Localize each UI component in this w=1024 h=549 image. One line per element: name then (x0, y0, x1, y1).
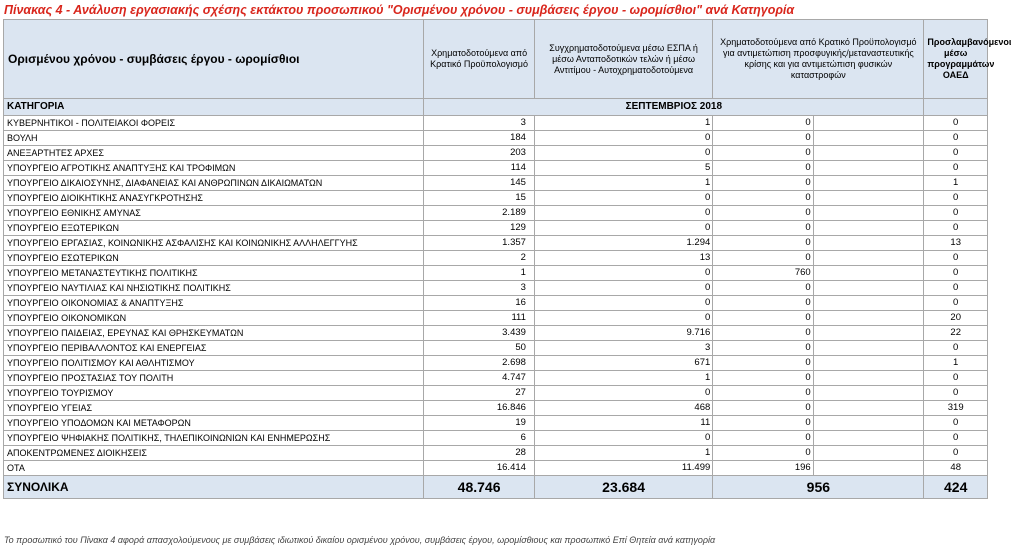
row-co-financed-value: 1 (534, 371, 712, 386)
row-spacer (813, 131, 924, 146)
row-refugee-crisis-value: 760 (713, 266, 813, 281)
table-row (4, 131, 988, 146)
row-co-financed-value: 671 (534, 356, 712, 371)
row-refugee-crisis-value: 0 (713, 371, 813, 386)
row-oaed-value: 0 (924, 416, 988, 431)
table-row (4, 176, 988, 191)
table-row (4, 146, 988, 161)
row-co-financed-value: 11.499 (534, 461, 712, 476)
row-spacer (813, 176, 924, 191)
footnote: Το προσωπικό του Πίνακα 4 αφορά απασχολούμενους με συμβάσεις ιδιωτικού δικαίου ορισμένου χρόνου, συμβάσεις έργου, ωρομίσθιους και προσωπικό Επί Θητεία ανά κατηγορία (4, 535, 716, 545)
row-category-name: ΥΠΟΥΡΓΕΙΟ ΥΓΕΙΑΣ (4, 401, 424, 416)
header-state-budget: Χρηματοδοτούμενα από Κρατικό Προϋπολογισμό (424, 20, 535, 99)
row-refugee-crisis-value: 0 (713, 191, 813, 206)
row-oaed-value: 0 (924, 446, 988, 461)
total-oaed: 424 (924, 476, 988, 499)
row-refugee-crisis-value: 0 (713, 221, 813, 236)
row-co-financed-value: 0 (534, 221, 712, 236)
row-co-financed-value: 1 (534, 446, 712, 461)
row-co-financed-value: 11 (534, 416, 712, 431)
row-category-name: ΥΠΟΥΡΓΕΙΟ ΕΣΩΤΕΡΙΚΩΝ (4, 251, 424, 266)
row-state-budget-value: 28 (424, 446, 535, 461)
row-category-name: ΥΠΟΥΡΓΕΙΟ ΟΙΚΟΝΟΜΙΚΩΝ (4, 311, 424, 326)
row-co-financed-value: 0 (534, 296, 712, 311)
table-row (4, 386, 988, 401)
row-spacer (813, 281, 924, 296)
row-spacer (813, 161, 924, 176)
subheader-row (4, 99, 988, 116)
row-state-budget-value: 15 (424, 191, 535, 206)
row-spacer (813, 431, 924, 446)
totals-label: ΣΥΝΟΛΙΚΑ (4, 476, 424, 499)
row-co-financed-value: 1 (534, 176, 712, 191)
table-row (4, 431, 988, 446)
table-row (4, 446, 988, 461)
row-spacer (813, 266, 924, 281)
row-category-name: ΥΠΟΥΡΓΕΙΟ ΝΑΥΤΙΛΙΑΣ ΚΑΙ ΝΗΣΙΩΤΙΚΗΣ ΠΟΛΙΤΙΚΗΣ (4, 281, 424, 296)
row-oaed-value: 1 (924, 356, 988, 371)
row-co-financed-value: 13 (534, 251, 712, 266)
row-spacer (813, 341, 924, 356)
row-oaed-value: 0 (924, 281, 988, 296)
table-row (4, 266, 988, 281)
table-row (4, 191, 988, 206)
row-refugee-crisis-value: 0 (713, 146, 813, 161)
row-refugee-crisis-value: 0 (713, 431, 813, 446)
row-state-budget-value: 145 (424, 176, 535, 191)
table-row (4, 281, 988, 296)
row-state-budget-value: 129 (424, 221, 535, 236)
row-refugee-crisis-value: 0 (713, 401, 813, 416)
row-co-financed-value: 3 (534, 341, 712, 356)
total-refugee-crisis: 956 (713, 476, 924, 499)
row-refugee-crisis-value: 0 (713, 446, 813, 461)
row-oaed-value: 0 (924, 266, 988, 281)
row-state-budget-value: 16 (424, 296, 535, 311)
table-row (4, 341, 988, 356)
row-co-financed-value: 0 (534, 191, 712, 206)
row-oaed-value: 20 (924, 311, 988, 326)
row-category-name: ΥΠΟΥΡΓΕΙΟ ΕΘΝΙΚΗΣ ΑΜΥΝΑΣ (4, 206, 424, 221)
row-state-budget-value: 111 (424, 311, 535, 326)
row-state-budget-value: 50 (424, 341, 535, 356)
table-row (4, 251, 988, 266)
row-spacer (813, 116, 924, 131)
subheader-period: ΣΕΠΤΕΜΒΡΙΟΣ 2018 (424, 99, 924, 116)
row-state-budget-value: 3 (424, 116, 535, 131)
row-state-budget-value: 2.189 (424, 206, 535, 221)
row-spacer (813, 206, 924, 221)
row-co-financed-value: 9.716 (534, 326, 712, 341)
row-oaed-value: 0 (924, 221, 988, 236)
row-spacer (813, 416, 924, 431)
row-state-budget-value: 114 (424, 161, 535, 176)
table-title: Πίνακας 4 - Ανάλυση εργασιακής σχέσης εκτάκτου προσωπικού "Ορισμένου χρόνου - συμβάσεις έργου - ωρομίσθιοι" ανά Κατηγορία (4, 3, 795, 17)
row-co-financed-value: 468 (534, 401, 712, 416)
row-refugee-crisis-value: 196 (713, 461, 813, 476)
subheader-category: ΚΑΤΗΓΟΡΙΑ (4, 99, 424, 116)
row-refugee-crisis-value: 0 (713, 386, 813, 401)
row-state-budget-value: 1 (424, 266, 535, 281)
row-co-financed-value: 0 (534, 266, 712, 281)
row-category-name: ΥΠΟΥΡΓΕΙΟ ΑΓΡΟΤΙΚΗΣ ΑΝΑΠΤΥΞΗΣ ΚΑΙ ΤΡΟΦΙΜΩΝ (4, 161, 424, 176)
row-co-financed-value: 1 (534, 116, 712, 131)
row-co-financed-value: 0 (534, 146, 712, 161)
row-refugee-crisis-value: 0 (713, 326, 813, 341)
row-refugee-crisis-value: 0 (713, 416, 813, 431)
row-category-name: ΚΥΒΕΡΝΗΤΙΚΟΙ - ΠΟΛΙΤΕΙΑΚΟΙ ΦΟΡΕΙΣ (4, 116, 424, 131)
table-row (4, 326, 988, 341)
row-co-financed-value: 0 (534, 311, 712, 326)
row-category-name: ΥΠΟΥΡΓΕΙΟ ΠΕΡΙΒΑΛΛΟΝΤΟΣ ΚΑΙ ΕΝΕΡΓΕΙΑΣ (4, 341, 424, 356)
row-oaed-value: 0 (924, 191, 988, 206)
totals-row (4, 476, 988, 499)
row-co-financed-value: 0 (534, 281, 712, 296)
table-row (4, 206, 988, 221)
table-row (4, 356, 988, 371)
row-oaed-value: 0 (924, 131, 988, 146)
table-row (4, 296, 988, 311)
row-co-financed-value: 0 (534, 131, 712, 146)
row-co-financed-value: 1.294 (534, 236, 712, 251)
row-category-name: ΑΠΟΚΕΝΤΡΩΜΕΝΕΣ ΔΙΟΙΚΗΣΕΙΣ (4, 446, 424, 461)
row-oaed-value: 0 (924, 431, 988, 446)
row-state-budget-value: 3 (424, 281, 535, 296)
total-state-budget: 48.746 (424, 476, 535, 499)
row-oaed-value: 0 (924, 161, 988, 176)
row-oaed-value: 0 (924, 296, 988, 311)
row-spacer (813, 326, 924, 341)
row-state-budget-value: 27 (424, 386, 535, 401)
row-spacer (813, 311, 924, 326)
row-state-budget-value: 2.698 (424, 356, 535, 371)
row-category-name: ΥΠΟΥΡΓΕΙΟ ΠΟΛΙΤΙΣΜΟΥ ΚΑΙ ΑΘΛΗΤΙΣΜΟΥ (4, 356, 424, 371)
row-co-financed-value: 0 (534, 206, 712, 221)
row-category-name: ΥΠΟΥΡΓΕΙΟ ΨΗΦΙΑΚΗΣ ΠΟΛΙΤΙΚΗΣ, ΤΗΛΕΠΙΚΟΙΝΩΝΙΩΝ ΚΑΙ ΕΝΗΜΕΡΩΣΗΣ (4, 431, 424, 446)
table-row (4, 236, 988, 251)
row-spacer (813, 356, 924, 371)
table-row (4, 311, 988, 326)
row-oaed-value: 0 (924, 371, 988, 386)
table-row (4, 371, 988, 386)
header-refugee-crisis: Χρηματοδοτούμενα από Κρατικό Προϋπολογισμό για αντιμετώπιση προσφυγικής/μεταναστευτικής κρίσης και για αντιμετώπιση φυσικών καταστροφών (713, 20, 924, 99)
row-spacer (813, 446, 924, 461)
row-state-budget-value: 4.747 (424, 371, 535, 386)
row-spacer (813, 191, 924, 206)
row-category-name: ΥΠΟΥΡΓΕΙΟ ΜΕΤΑΝΑΣΤΕΥΤΙΚΗΣ ΠΟΛΙΤΙΚΗΣ (4, 266, 424, 281)
row-category-name: ΥΠΟΥΡΓΕΙΟ ΔΙΟΙΚΗΤΙΚΗΣ ΑΝΑΣΥΓΚΡΟΤΗΣΗΣ (4, 191, 424, 206)
row-category-name: ΟΤΑ (4, 461, 424, 476)
row-category-name: ΥΠΟΥΡΓΕΙΟ ΥΠΟΔΟΜΩΝ ΚΑΙ ΜΕΤΑΦΟΡΩΝ (4, 416, 424, 431)
row-state-budget-value: 19 (424, 416, 535, 431)
row-spacer (813, 461, 924, 476)
row-oaed-value: 22 (924, 326, 988, 341)
row-spacer (813, 251, 924, 266)
row-category-name: ΥΠΟΥΡΓΕΙΟ ΕΡΓΑΣΙΑΣ, ΚΟΙΝΩΝΙΚΗΣ ΑΣΦΑΛΙΣΗΣ ΚΑΙ ΚΟΙΝΩΝΙΚΗΣ ΑΛΛΗΛΕΓΓΥΗΣ (4, 236, 424, 251)
header-co-financed: Συγχρηματοδοτούμενα μέσω ΕΣΠΑ ή μέσω Ανταποδοτικών τελών ή μέσω Αντιτίμου - Αυτοχρηματοδοτούμενα (534, 20, 712, 99)
row-category-name: ΥΠΟΥΡΓΕΙΟ ΠΡΟΣΤΑΣΙΑΣ ΤΟΥ ΠΟΛΙΤΗ (4, 371, 424, 386)
row-refugee-crisis-value: 0 (713, 116, 813, 131)
row-spacer (813, 296, 924, 311)
row-refugee-crisis-value: 0 (713, 296, 813, 311)
row-category-name: ΥΠΟΥΡΓΕΙΟ ΔΙΚΑΙΟΣΥΝΗΣ, ΔΙΑΦΑΝΕΙΑΣ ΚΑΙ ΑΝΘΡΩΠΙΝΩΝ ΔΙΚΑΙΩΜΑΤΩΝ (4, 176, 424, 191)
row-state-budget-value: 16.846 (424, 401, 535, 416)
row-spacer (813, 221, 924, 236)
staff-table (3, 19, 1012, 499)
row-spacer (813, 236, 924, 251)
row-refugee-crisis-value: 0 (713, 236, 813, 251)
row-state-budget-value: 3.439 (424, 326, 535, 341)
row-category-name: ΥΠΟΥΡΓΕΙΟ ΠΑΙΔΕΙΑΣ, ΕΡΕΥΝΑΣ ΚΑΙ ΘΡΗΣΚΕΥΜΑΤΩΝ (4, 326, 424, 341)
row-category-name: ΒΟΥΛΗ (4, 131, 424, 146)
row-refugee-crisis-value: 0 (713, 356, 813, 371)
row-category-name: ΥΠΟΥΡΓΕΙΟ ΤΟΥΡΙΣΜΟΥ (4, 386, 424, 401)
table-row (4, 461, 988, 476)
row-state-budget-value: 6 (424, 431, 535, 446)
row-state-budget-value: 184 (424, 131, 535, 146)
row-category-name: ΑΝΕΞΑΡΤΗΤΕΣ ΑΡΧΕΣ (4, 146, 424, 161)
row-refugee-crisis-value: 0 (713, 251, 813, 266)
subheader-empty (924, 99, 988, 116)
row-spacer (813, 386, 924, 401)
row-refugee-crisis-value: 0 (713, 341, 813, 356)
row-oaed-value: 13 (924, 236, 988, 251)
row-state-budget-value: 1.357 (424, 236, 535, 251)
row-co-financed-value: 5 (534, 161, 712, 176)
row-refugee-crisis-value: 0 (713, 131, 813, 146)
row-oaed-value: 0 (924, 341, 988, 356)
row-oaed-value: 0 (924, 146, 988, 161)
row-refugee-crisis-value: 0 (713, 311, 813, 326)
row-co-financed-value: 0 (534, 431, 712, 446)
row-spacer (813, 146, 924, 161)
row-state-budget-value: 16.414 (424, 461, 535, 476)
row-oaed-value: 319 (924, 401, 988, 416)
header-category-name: Ορισμένου χρόνου - συμβάσεις έργου - ωρομίσθιοι (4, 20, 424, 99)
row-category-name: ΥΠΟΥΡΓΕΙΟ ΕΞΩΤΕΡΙΚΩΝ (4, 221, 424, 236)
table-header-row (4, 20, 988, 99)
row-oaed-value: 0 (924, 251, 988, 266)
table-row (4, 116, 988, 131)
header-oaed-programs: Προσλαμβανόμενοι μέσω προγραμμάτων ΟΑΕΔ (924, 20, 988, 99)
total-co-financed: 23.684 (534, 476, 712, 499)
row-refugee-crisis-value: 0 (713, 161, 813, 176)
row-oaed-value: 0 (924, 116, 988, 131)
table-row (4, 401, 988, 416)
row-state-budget-value: 2 (424, 251, 535, 266)
table-row (4, 161, 988, 176)
row-oaed-value: 48 (924, 461, 988, 476)
row-oaed-value: 0 (924, 386, 988, 401)
row-spacer (813, 401, 924, 416)
table-row (4, 221, 988, 236)
table-row (4, 416, 988, 431)
row-refugee-crisis-value: 0 (713, 281, 813, 296)
row-state-budget-value: 203 (424, 146, 535, 161)
row-oaed-value: 0 (924, 206, 988, 221)
row-spacer (813, 371, 924, 386)
row-refugee-crisis-value: 0 (713, 206, 813, 221)
row-co-financed-value: 0 (534, 386, 712, 401)
row-category-name: ΥΠΟΥΡΓΕΙΟ ΟΙΚΟΝΟΜΙΑΣ & ΑΝΑΠΤΥΞΗΣ (4, 296, 424, 311)
row-oaed-value: 1 (924, 176, 988, 191)
row-refugee-crisis-value: 0 (713, 176, 813, 191)
